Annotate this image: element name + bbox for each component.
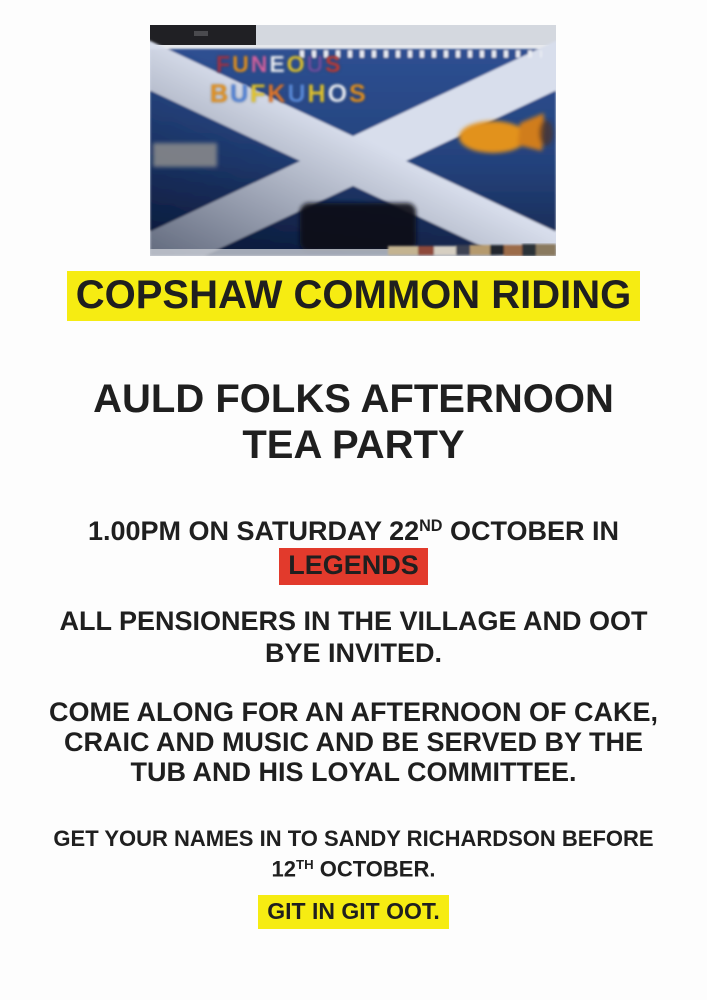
headline [0,271,707,321]
event-description [0,697,707,787]
gray-object [153,143,217,167]
rsvp-line2: 12TH OCTOBER. [271,856,436,882]
ordinal-superscript: ND [419,517,443,535]
event-title [0,376,707,468]
event-datetime-line: 1.00PM ON SATURDAY 22ND OCTOBER IN [87,515,620,546]
divider-strip [150,45,556,49]
slogan-text: GIT IN GIT OOT. [267,898,440,924]
toy-letters-row1: FUNEOUS [216,51,343,77]
slogan-highlight [258,895,449,929]
event-title-line1: AULD FOLKS AFTERNOON [93,377,614,421]
description-line1: COME ALONG FOR AN AFTERNOON OF CAKE, [49,697,658,727]
headline-highlight [67,271,641,321]
invitation-line2: BYE INVITED. [264,638,443,668]
invitation-line1: ALL PENSIONERS IN THE VILLAGE AND OOT [59,606,648,636]
ordinal-superscript: TH [296,857,314,872]
rsvp-line1: GET YOUR NAMES IN TO SANDY RICHARDSON BEFORE [53,826,654,851]
dark-object [300,203,416,251]
event-title-line2: TEA PARTY [242,423,465,467]
venue-text: LEGENDS [288,549,419,580]
headline-text: COPSHAW COMMON RIDING [75,273,632,317]
slogan [0,895,707,929]
description-line3: TUB AND HIS LOYAL COMMITTEE. [130,757,577,787]
description-line2: CRAIC AND MUSIC AND BE SERVED BY THE [63,727,644,757]
venue-highlight [279,548,428,585]
event-when [0,510,707,585]
toy-letters-row2: BUFKUHOS [210,80,368,108]
flag-photo [150,25,556,256]
rsvp-note [0,826,707,882]
event-venue-line [0,548,707,585]
invitation [0,605,707,669]
flag-photo-graphic [150,25,556,256]
